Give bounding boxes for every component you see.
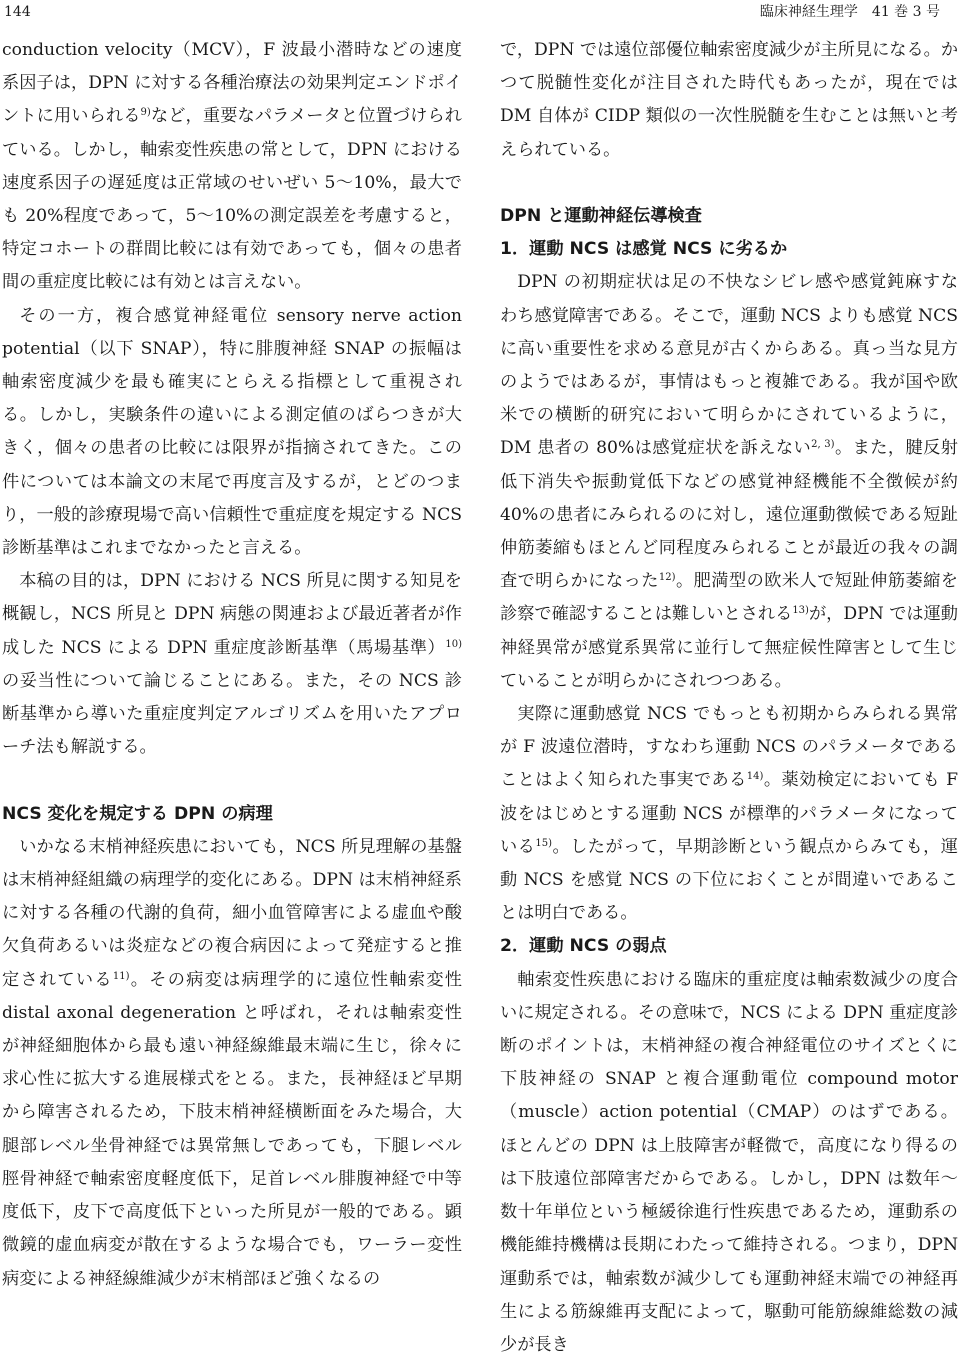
section-heading: NCS 変化を規定する DPN の病理 bbox=[2, 803, 273, 824]
text-span: いかなる末梢神経疾患においても，NCS 所見理解の基盤は末梢神経組織の病理学的変化にある。DPN は末梢神経系に対する各種の代謝的負荷，細小血管障害による虚血や酸欠負荷あるいは炎症などの複合病因によって発症すると推定されている bbox=[2, 836, 462, 990]
text-span: 本稿の目的は，DPN における NCS 所見に関する知見を概観し，NCS 所見と DPN 病態の関連および最近著者が作成した NCS による DPN 重症度診断基準（馬場基準） bbox=[2, 571, 462, 658]
text-span: 。肥満型の欧米人で短趾伸筋萎縮を診察で確認することは難しいとされる bbox=[500, 571, 958, 625]
text-span: が，DPN では運動神経異常が感覚系異常に並行して無症候性障害として生じていることが明らかにされつつある。 bbox=[500, 604, 958, 691]
subsection-heading: 1．運動 NCS は感覚 NCS に劣るか bbox=[500, 239, 788, 260]
journal-title: 臨床神経生理学 41 巻 3 号 bbox=[759, 4, 940, 20]
section-gap bbox=[500, 167, 958, 200]
reference-marker: 9) bbox=[140, 107, 151, 119]
text-span: 。また，腱反射低下消失や振動覚低下などの感覚神経機能不全徴候が約 40%の患者にみられるのに対し，遠位運動徴候である短趾伸筋萎縮もほとんど同程度みられることが最近の我々の調査で明らかになった bbox=[500, 438, 958, 592]
section-heading: DPN と運動神経伝導検査 bbox=[500, 206, 702, 226]
reference-marker: 10) bbox=[445, 638, 462, 650]
reference-marker: 11) bbox=[112, 970, 130, 982]
paragraph: その一方，複合感覚神経電位 sensory nerve action potential（以下 SNAP），特に腓腹神経 SNAP の振幅は軸索密度減少を最も確実にとらえる指標として重視される。しかし，実験条件の違いによる測定値のばらつきが大きく，個々の患者の比較には限界が指摘されてきた。この件については本論文の末尾で再度言及するが，とどのつまり，一般的診療現場で高い信頼性で重症度を規定する NCS 診断基準はこれまでなかったと言える。 bbox=[2, 305, 462, 559]
reference-marker: 15) bbox=[535, 837, 552, 849]
text-span: conduction velocity（MCV），F 波最小潜時などの速度系因子は，DPN に対する各種治療法の効果判定エンドポイントに用いられる bbox=[2, 40, 462, 127]
text-span: など，重要なパラメータと位置づけられている。しかし，軸索変性疾患の常として，DPN における速度系因子の遅延度は正常域のせいぜい 5〜10%，最大でも 20%程度であって，5〜10%の測定誤差を考慮すると，特定コホートの群間比較には有効であっても，個々の患者間の重症度比較には有効とは言えない。 bbox=[2, 106, 462, 293]
paragraph bbox=[500, 266, 958, 698]
running-head bbox=[0, 0, 960, 24]
reference-marker: 14) bbox=[746, 771, 764, 783]
text-span: 実際に運動感覚 NCS でもっとも初期からみられる異常が F 波遠位潜時，すなわち運動 NCS のパラメータであることはよく知られた事実である bbox=[500, 704, 958, 791]
text-span: 。その病変は病理学的に遠位性軸索変性 distal axonal degeneration と呼ばれ，それは軸索変性が神経細胞体から最も遠い神経線維最末端に生じ，徐々に求心性に拡大する進展様式をとる。また，長神経ほど早期から障害されるため，下肢末梢神経横断面をみた場合，大腿部レベル坐骨神経では異常無しであっても，下腿レベル脛骨神経で軸索密度軽度低下，足首レベル腓腹神経で中等度低下，皮下で高度低下といった所見が一般的である。顕微鏡的虚血病変が散在するような場合でも，ワーラー変性病変による神経線維減少が末梢部ほど強くなるの bbox=[2, 969, 462, 1289]
paragraph bbox=[2, 565, 462, 764]
page-number: 144 bbox=[4, 4, 31, 20]
text-span: の妥当性について論じることにある。また，その NCS 診断基準から導いた重症度判定アルゴリズムを用いたアプローチ法も解説する。 bbox=[2, 670, 462, 758]
paragraph: 軸索変性疾患における臨床的重症度は軸索数減少の度合いに規定される。その意味で，NCS による DPN 重症度診断のポイントは，末梢神経の複合神経電位のサイズとくに下肢神経の SNAP と複合運動電位 compound motor（muscle）action potential（CMAP）のはずである。ほとんどの DPN は上肢障害が軽微で，高度になり得るのは下肢遠位部障害だからである。しかし，DPN は数年〜数十年単位という極緩徐進行性疾患であるため，運動系の機能維持機構は長期にわたって維持される。つまり，DPN 運動系では，軸索数が減少しても運動神経末端での神経再生による筋線維再支配によって，駆動可能筋線維総数の減少が長き bbox=[500, 969, 958, 1355]
paragraph bbox=[2, 34, 462, 300]
text-span: DPN の初期症状は足の不快なシビレ感や感覚鈍麻すなわち感覚障害である。そこで，運動 NCS よりも感覚 NCS に高い重要性を求める意見が古くからある。真っ当な見方のようではあるが，事情はもっと複雑である。我が国や欧米での横断的研究において明らかにされているように，DM 患者の 80%は感覚症状を訴えない bbox=[500, 272, 958, 459]
reference-marker: 2, 3) bbox=[811, 439, 835, 451]
section-gap bbox=[2, 764, 462, 797]
reference-marker: 12) bbox=[658, 572, 676, 584]
reference-marker: 13) bbox=[792, 605, 809, 617]
left-column bbox=[2, 34, 462, 1296]
text-span: 。したがって，早期診断という観点からみても，運動 NCS を感覚 NCS の下位におくことが間違いであることは明白である。 bbox=[500, 836, 958, 924]
right-column bbox=[500, 34, 958, 1362]
paragraph bbox=[2, 831, 462, 1296]
subsection-heading: 2．運動 NCS の弱点 bbox=[500, 936, 667, 957]
paragraph: で，DPN では遠位部優位軸索密度減少が主所見になる。かつて脱髄性変化が注目された時代もあったが，現在では DM 自体が CIDP 類似の一次性脱髄を生むことは無いと考えられている。 bbox=[500, 40, 959, 160]
paragraph bbox=[500, 698, 958, 930]
text-span: 。薬効検定においても F 波をはじめとする運動 NCS が標準的パラメータになっている bbox=[500, 770, 958, 857]
